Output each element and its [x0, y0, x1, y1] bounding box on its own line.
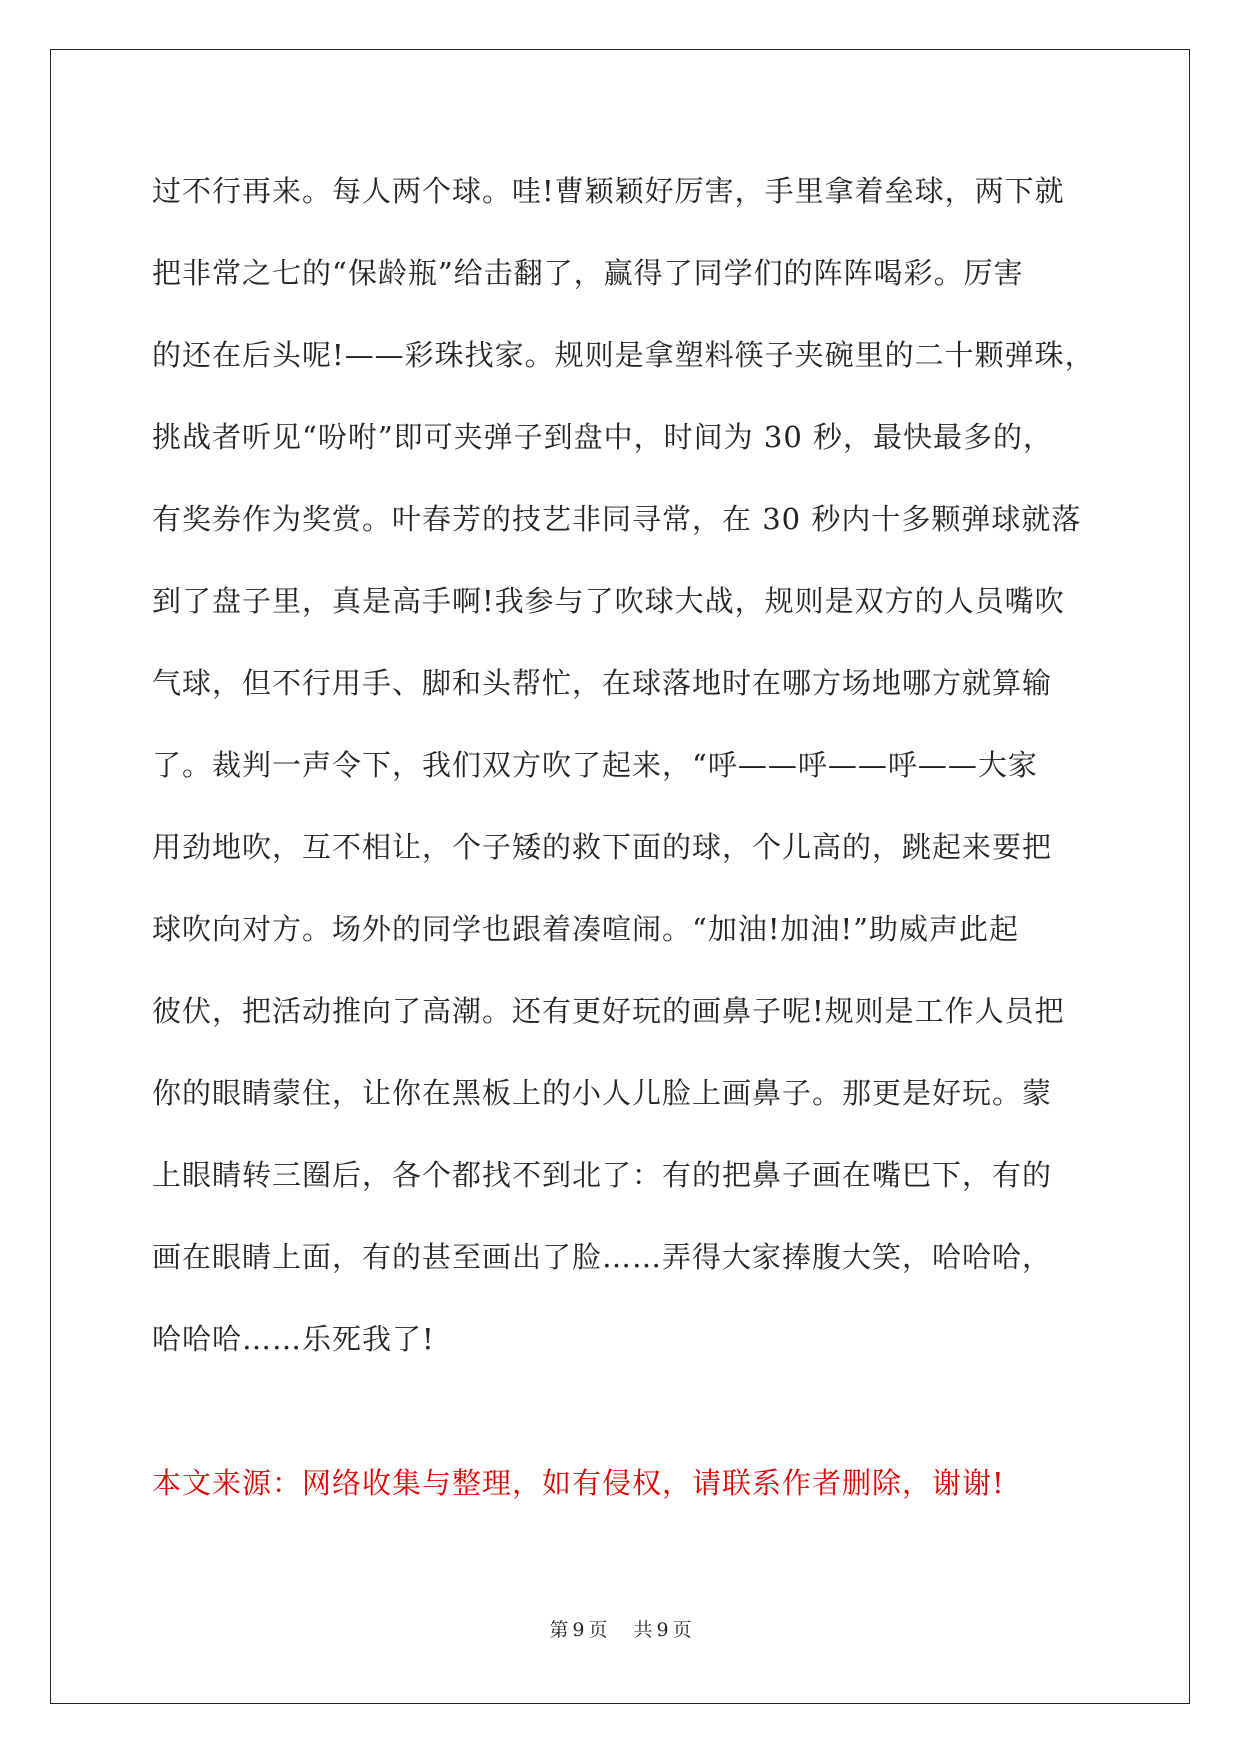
paragraph-line: 把非常之七的“保龄瓶”给击翻了，赢得了同学们的阵阵喝彩。厉害: [152, 256, 1024, 290]
paragraph-line: 用劲地吹，互不相让，个子矮的救下面的球，个儿高的，跳起来要把: [152, 830, 1053, 864]
paragraph-line: 挑战者听见“吩咐”即可夹弹子到盘中，时间为 30 秒，最快最多的，: [152, 420, 1053, 454]
total-unit: 页: [672, 1619, 692, 1641]
paragraph-line: 彼伏，把活动推向了高潮。还有更好玩的画鼻子呢!规则是工作人员把: [152, 994, 1065, 1028]
paragraph-line: 过不行再来。每人两个球。哇!曹颖颖好厉害，手里拿着垒球，两下就: [152, 174, 1065, 208]
paragraph-line: 画在眼睛上面，有的甚至画出了脸……弄得大家捧腹大笑，哈哈哈，: [152, 1240, 1053, 1274]
paragraph-line: 了。裁判一声令下，我们双方吹了起来，“呼——呼——呼——大家: [152, 748, 1038, 782]
paragraph-line: 气球，但不行用手、脚和头帮忙，在球落地时在哪方场地哪方就算输: [152, 666, 1053, 700]
source-note: 本文来源：网络收集与整理，如有侵权，请联系作者删除，谢谢!: [152, 1466, 1005, 1500]
page-unit: 页: [588, 1619, 608, 1641]
paragraph-line: 到了盘子里，真是高手啊!我参与了吹球大战，规则是双方的人员嘴吹: [152, 584, 1065, 618]
total-label: 共: [633, 1619, 653, 1641]
total-number: 9: [656, 1619, 669, 1641]
paragraph-line: 的还在后头呢!——彩珠找家。规则是拿塑料筷子夹碗里的二十颗弹珠，: [152, 338, 1095, 372]
paragraph-line: 你的眼睛蒙住，让你在黑板上的小人儿脸上画鼻子。那更是好玩。蒙: [152, 1076, 1053, 1110]
paragraph-line: 哈哈哈……乐死我了!: [152, 1322, 435, 1356]
page-label: 第: [549, 1619, 569, 1641]
paragraph-line: 上眼睛转三圈后，各个都找不到北了：有的把鼻子画在嘴巴下，有的: [152, 1158, 1053, 1192]
paragraph-line: 有奖券作为奖赏。叶春芳的技艺非同寻常，在 30 秒内十多颗弹球就落: [152, 502, 1082, 536]
page-number: 9: [572, 1619, 585, 1641]
article-body: [152, 166, 1122, 1396]
page-footer: [0, 1615, 1241, 1642]
paragraph-line: 球吹向对方。场外的同学也跟着凑喧闹。“加油!加油!”助威声此起: [152, 912, 1019, 946]
